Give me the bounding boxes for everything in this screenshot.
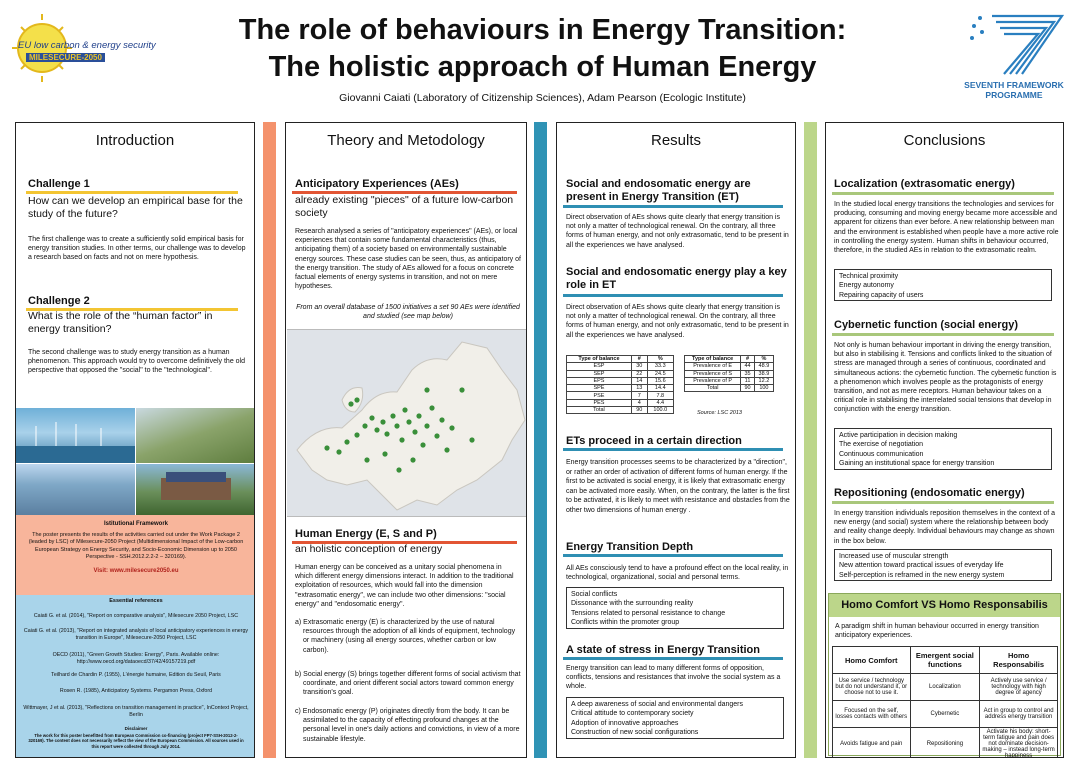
- result-5-item: Critical attitude to contemporary society: [571, 710, 694, 718]
- intro-title: Introduction: [95, 132, 175, 149]
- ref-4: Rosen R. (1985), Anticipatory Systems. Pergamon Press, Oxford: [59, 688, 213, 694]
- conclusion-2-item: Gaining an institutional space for energy transition: [839, 460, 995, 468]
- prevalence-row-cell: 11: [741, 377, 755, 384]
- prevalence-row: [685, 385, 774, 392]
- fp7-logo[interactable]: [952, 8, 1076, 108]
- human-energy-subtitle: an holistic conception of energy: [295, 543, 443, 555]
- balance-row-cell: 30: [631, 363, 647, 370]
- hc-row: [833, 728, 1058, 759]
- wind-turbines-icon: [16, 408, 135, 463]
- hc-row-cell: Use service / technology but do not understand it, or choose not to use it.: [833, 674, 911, 701]
- homo-comfort-text: A paradigm shift in human behaviour occurred in energy transition anticipatory experiences.: [835, 623, 1039, 640]
- conclusions-title: Conclusions: [903, 132, 986, 149]
- photo-hillside: [136, 408, 255, 463]
- hc-row-cell: Localization: [910, 674, 980, 701]
- conclusion-3-bar: [832, 501, 1054, 504]
- aes-note: From an overall database of 1500 initiatives a set 90 AEs were identified and studied (see map below): [296, 304, 520, 321]
- balance-row-cell: 100.0: [647, 407, 673, 414]
- homo-comfort-table: [832, 646, 1058, 758]
- fp7-seven-icon: [952, 8, 1076, 78]
- milesecure-logo[interactable]: [8, 8, 168, 88]
- challenge-1-bar: [26, 191, 238, 194]
- ref-2: OECD (2011), "Green Growth Studies: Energy", Paris. Available online: http://www.oecd.org/dataoecd/37/42/49157219.pdf: [52, 652, 220, 665]
- balance-row: [567, 399, 674, 406]
- challenge-1-heading: Challenge 1: [28, 178, 90, 190]
- balance-row-cell: 14.4: [647, 385, 673, 392]
- balance-row: [567, 385, 674, 392]
- result-2-text: Direct observation of AEs shows quite clearly that energy transition is not only a matter of technological renewal. On the contrary, all three forms of human energy, and not only extrasomatic, tend to be present in all the experiences we have analysed.: [566, 304, 789, 339]
- refs-title: Essential references: [109, 598, 163, 604]
- result-5-item: Adoption of innovative approaches: [571, 719, 679, 727]
- conclusion-2-heading: Cybernetic function (social energy): [834, 319, 1018, 331]
- photo-solar-field: [16, 464, 135, 515]
- europe-map-icon: [287, 330, 527, 518]
- prevalence-row-cell: 38.9: [754, 370, 773, 377]
- balance-row-cell: 24.5: [647, 370, 673, 377]
- prevalence-row-cell: 35: [741, 370, 755, 377]
- band-blue: [534, 122, 547, 758]
- photo-solar-house: [136, 464, 255, 515]
- result-3-heading: ETs proceed in a certain direction: [566, 435, 742, 447]
- hc-row: [833, 701, 1058, 728]
- balance-row-cell: PSE: [567, 392, 632, 399]
- band-green: [804, 122, 817, 758]
- column-theory: [285, 122, 527, 758]
- result-2-bar: [563, 294, 783, 297]
- balance-header-0: Type of balance: [567, 356, 632, 363]
- prevalence-table: [684, 355, 774, 392]
- result-4-bar: [563, 554, 783, 557]
- result-5-item: A deep awareness of social and environmental dangers: [571, 701, 743, 708]
- conclusion-2-item: The exercise of negotiation: [839, 441, 924, 449]
- result-4-box: [566, 587, 784, 629]
- prevalence-row-cell: 90: [741, 385, 755, 392]
- hc-header-2: Homo Responsabilis: [980, 647, 1058, 674]
- homo-comfort-heading: Homo Comfort VS Homo Responsabilis: [841, 599, 1048, 611]
- result-4-item: Social conflicts: [571, 591, 618, 598]
- result-3-text: Energy transition processes seems to be characterized by a "direction", or rather an order of activation of different forms of human energy. If the first to be activated is social energy, it is likely that extrasomatic energy can be activated more easily. When, on the contrary, the latter is the first to be activated, it is likely to meet with resistance and obstacles from the other two dimensions of human energy .: [566, 459, 790, 514]
- ref-3: Teilhard de Chardin P. (1955), L'énergie humaine, Edition du Seuil, Paris: [51, 672, 221, 678]
- band-orange: [263, 122, 276, 758]
- balance-row-cell: 7: [631, 392, 647, 399]
- hc-row: [833, 674, 1058, 701]
- prevalence-row-cell: 48.9: [754, 363, 773, 370]
- table-source: Source: LSC 2013: [697, 410, 742, 416]
- balance-row-cell: 22: [631, 370, 647, 377]
- conclusion-2-box: [834, 428, 1052, 470]
- balance-header-1: #: [631, 356, 647, 363]
- hc-header-1: Emergent social functions: [910, 647, 980, 674]
- result-4-heading: Energy Transition Depth: [566, 541, 694, 553]
- result-1-heading: Social and endosomatic energy are present in Energy Transition (ET): [566, 178, 751, 203]
- social-energy-text: b) Social energy (S) brings together different forms of social activism that coordinate, and orient different social actors toward common energy transition's goal.: [295, 671, 521, 697]
- poster-title: [180, 12, 905, 86]
- conclusion-2-text: Not only is human behaviour important in driving the energy transition, but also in stabilising it. Tensions and conflicts linked to the situation of stress are managed through a series of continuous, coordinated and simultaneous actions: the cybernetic function. The cybernetic function is a phenomenon which involves people as the protagonists of energy transition, and not as mere receptors. Human behaviour takes on a critical role in stabilising the interrelated social tensions that develop in conjunction with the energy transition.: [834, 342, 1057, 414]
- conclusion-3-item: Self-perception is reframed in the new energy system: [839, 571, 1005, 579]
- balance-row-cell: PES: [567, 399, 632, 406]
- conclusion-2-item: Continuous communication: [839, 450, 924, 458]
- logo-line-1: EU low carbon & energy security: [18, 40, 156, 51]
- result-3-bar: [563, 448, 783, 451]
- title-line-1: The role of behaviours in Energy Transition:: [238, 14, 847, 46]
- prevalence-row: [685, 377, 774, 384]
- aes-heading: Anticipatory Experiences (AEs): [295, 178, 459, 190]
- ref-0: Caiati G. et al. (2014), "Report on comparative analysis", Milesecure 2050 Project, LSC: [33, 613, 239, 619]
- inst-text: The poster presents the results of the activities carried out under the Work Package 2 (leaded by LSC) of Milesecure-2050 Project (Multidimensional Impact of the Low-carbon European Strategy on Energy Security, and Socio-Economic Dimension up to 2050 Perspective - SSH.2012.2.2-2 – 320169).: [28, 532, 244, 560]
- extrasomatic-text: a) Extrasomatic energy (E) is characterized by the use of natural resources through the adoption of all kinds of equipment, technology or machinery (using all energy sources, whether carbon or low carbon).: [295, 619, 516, 654]
- title-line-2: The holistic approach of Human Energy: [268, 51, 817, 83]
- conclusion-3-item: Increased use of muscular strength: [839, 553, 949, 560]
- institutional-framework-box: [16, 515, 255, 595]
- result-4-item: Dissonance with the surrounding reality: [571, 600, 694, 608]
- fp7-line-2: PROGRAMME: [985, 90, 1043, 100]
- prevalence-row-cell: 100: [754, 385, 773, 392]
- result-5-heading: A state of stress in Energy Transition: [566, 644, 760, 656]
- hc-header-0: Homo Comfort: [833, 647, 911, 674]
- disclaimer-title: Disclaimer: [124, 726, 148, 731]
- balance-table: [566, 355, 674, 414]
- challenge-2-question: What is the role of the “human factor” in energy transition?: [28, 310, 213, 335]
- solar-panel-shape: [166, 472, 226, 482]
- hc-row-cell: Cybernetic: [910, 701, 980, 728]
- balance-row: [567, 377, 674, 384]
- hc-row-cell: Focused on the self, losses contacts with others: [833, 701, 911, 728]
- human-energy-text: Human energy can be conceived as a unitary social phenomena in which different energy dimensions interact. In addition to the traditional exploitation of resources, which would fall into the dimension "extrasomatic energy", we can include two other dimensions: "social energy" and "endosomatic energy".: [295, 564, 514, 608]
- balance-row-cell: Total: [567, 407, 632, 414]
- result-2-heading: Social and endosomatic energy play a key role in ET: [566, 266, 787, 291]
- aes-subtitle: already existing "pieces" of a future low-carbon society: [295, 194, 514, 219]
- inst-visit-link[interactable]: Visit: www.milesecure2050.eu: [93, 568, 179, 574]
- result-4-item: Tensions related to personal resistance to change: [571, 609, 726, 617]
- balance-row-cell: EPS: [567, 377, 632, 384]
- ref-1: Caiati G. et al. (2013), "Report on integrated analysis of local anticipatory experiences in energy transition in Europe", Milesecure-2050 Project, LSC: [23, 628, 249, 641]
- disclaimer-text: The work for this poster benefitted from European Commission co-financing (project FP7-SSH-2012-2- 320169). The content does not necessarily reflect the view of the European Commission. All sources used in this report were collected through July 2014.: [28, 733, 244, 749]
- conclusion-1-text: In the studied local energy transitions the technologies and services for producing, consuming and moving energy became more accessible and apparent for citizens than ever before. A new relationship between man and the environment is established when people have a more active role in controlling the energy system. Human shifts in behaviour occurred, therefore, in the studied AEs in relation to the extrasomatic realm.: [834, 201, 1059, 255]
- result-4-item: Conflicts within the promoter group: [571, 619, 680, 627]
- challenge-1-text: The first challenge was to create a sufficiently solid empirical basis for energy transition studies. In other terms, our challenge was to develop a research based on facts and not on mere hypothesis.: [28, 236, 246, 262]
- fp7-line-1: SEVENTH FRAMEWORK: [964, 80, 1064, 90]
- prevalence-header-0: Type of balance: [685, 356, 741, 363]
- hc-row-cell: Repositioning: [910, 728, 980, 759]
- balance-row-cell: 15.6: [647, 377, 673, 384]
- conclusion-1-item: Energy autonomy: [839, 282, 894, 290]
- balance-row: [567, 392, 674, 399]
- theory-title: Theory and Metodology: [327, 132, 485, 149]
- balance-row-cell: 14: [631, 377, 647, 384]
- ref-5: Wittmayer, J et al. (2013), "Reflections on transition management in practice", InContext Project, Berlin: [23, 705, 249, 718]
- balance-row: [567, 363, 674, 370]
- conclusion-3-text: In energy transition individuals reposition themselves in the context of a new energy (and social) system where the relationship between body and reality change deeply. Individual behaviours may change as shown in the box below.: [834, 510, 1056, 545]
- logo-line-2: MILESECURE-2050: [26, 53, 105, 62]
- prevalence-row-cell: Prevalence of P: [685, 377, 741, 384]
- authors: Giovanni Caiati (Laboratory of Citizenship Sciences), Adam Pearson (Ecologic Institute): [339, 92, 746, 104]
- prevalence-row-cell: Prevalence of E: [685, 363, 741, 370]
- column-results: [556, 122, 796, 758]
- conclusion-3-heading: Repositioning (endosomatic energy): [834, 487, 1025, 499]
- inst-title: Istitutional Framework: [103, 521, 168, 527]
- human-energy-heading: Human Energy (E, S and P): [295, 528, 437, 540]
- balance-row: [567, 407, 674, 414]
- balance-header-2: %: [647, 356, 673, 363]
- prevalence-row-cell: Prevalence of S: [685, 370, 741, 377]
- conclusion-3-item: New attention toward practical issues of everyday life: [839, 562, 1004, 570]
- balance-row-cell: SEP: [567, 370, 632, 377]
- prevalence-row-cell: 12.2: [754, 377, 773, 384]
- hc-row-cell: Actively use service / technology with high degree of agency: [980, 674, 1058, 701]
- conclusion-1-item: Repairing capacity of users: [839, 291, 924, 299]
- prevalence-header-1: #: [741, 356, 755, 363]
- balance-row-cell: ESP: [567, 363, 632, 370]
- balance-row-cell: 33.3: [647, 363, 673, 370]
- balance-row: [567, 370, 674, 377]
- result-5-text: Energy transition can lead to many different forms of opposition, conflicts, tensions and resistances that involve the social system as a whole.: [566, 665, 781, 691]
- column-introduction: [15, 122, 255, 758]
- conclusion-1-heading: Localization (extrasomatic energy): [834, 178, 1015, 190]
- result-5-box: [566, 697, 784, 739]
- prevalence-header-2: %: [754, 356, 773, 363]
- balance-row-cell: 4: [631, 399, 647, 406]
- conclusion-2-item: Active participation in decision making: [839, 432, 958, 439]
- balance-row-cell: 4.4: [647, 399, 673, 406]
- result-1-text: Direct observation of AEs shows quite clearly that energy transition is not only a matter of technological renewal. On the contrary, all three forms of human energy, and not only extrasomatic, tend to be present in all the experiences we have analysed.: [566, 214, 789, 249]
- challenge-2-heading: Challenge 2: [28, 295, 90, 307]
- conclusion-1-item: Technical proximity: [839, 273, 899, 280]
- prevalence-row: [685, 363, 774, 370]
- conclusion-1-box: [834, 269, 1052, 301]
- endosomatic-text: c) Endosomatic energy (P) originates directly from the body. It can be assimilated to the capacity of effecting profound changes at the personal level in one's daily actions and convictions, in view of a more sustainable lifestyle.: [295, 708, 520, 743]
- hc-row-cell: Activate his body: short-term fatigue and pain does not dominate decision-making – instead long-term happiness: [980, 728, 1058, 759]
- result-1-bar: [563, 205, 783, 208]
- prevalence-row-cell: 44: [741, 363, 755, 370]
- conclusion-2-bar: [832, 333, 1054, 336]
- prevalence-row: [685, 370, 774, 377]
- balance-row-cell: 90: [631, 407, 647, 414]
- result-5-bar: [563, 657, 783, 660]
- homo-comfort-box: [828, 593, 1061, 756]
- challenge-1-question: How can we develop an empirical base for the study of the future?: [28, 195, 243, 220]
- conclusion-1-bar: [832, 192, 1054, 195]
- hc-row-cell: Avoids fatigue and pain: [833, 728, 911, 759]
- challenge-2-text: The second challenge was to study energy transition as a human phenomenon. This approach would try to overcome definitively the old perspective that opposed the "social" to the "technological".: [28, 349, 245, 375]
- references-box: [16, 595, 255, 758]
- balance-row-cell: SPE: [567, 385, 632, 392]
- europe-map[interactable]: [287, 329, 527, 517]
- balance-row-cell: 7.8: [647, 392, 673, 399]
- aes-text: Research analysed a series of "anticipatory experiences" (AEs), or local experiences that contain some fundamental characteristics (thus, anticipating them) of a society based on environmentally sustainable energy sources. These case studies can be seen, thus, as anticipatory of the energy transition. The study of AEs allowed for a focus on concrete factual elements of energy systems in transition, and not on mere hypotheses.: [295, 228, 521, 291]
- hc-row-cell: Act in group to control and address energy transition: [980, 701, 1058, 728]
- conclusion-3-box: [834, 549, 1052, 581]
- column-conclusions: [825, 122, 1064, 758]
- results-title: Results: [650, 132, 702, 149]
- balance-row-cell: 13: [631, 385, 647, 392]
- result-5-item: Construction of new social configurations: [571, 729, 699, 737]
- photo-wind-farm: [16, 408, 135, 463]
- prevalence-row-cell: Total: [685, 385, 741, 392]
- result-4-text: All AEs consciously tend to have a profound effect on the local reality, in technological, organizational, social and personal terms.: [566, 565, 789, 582]
